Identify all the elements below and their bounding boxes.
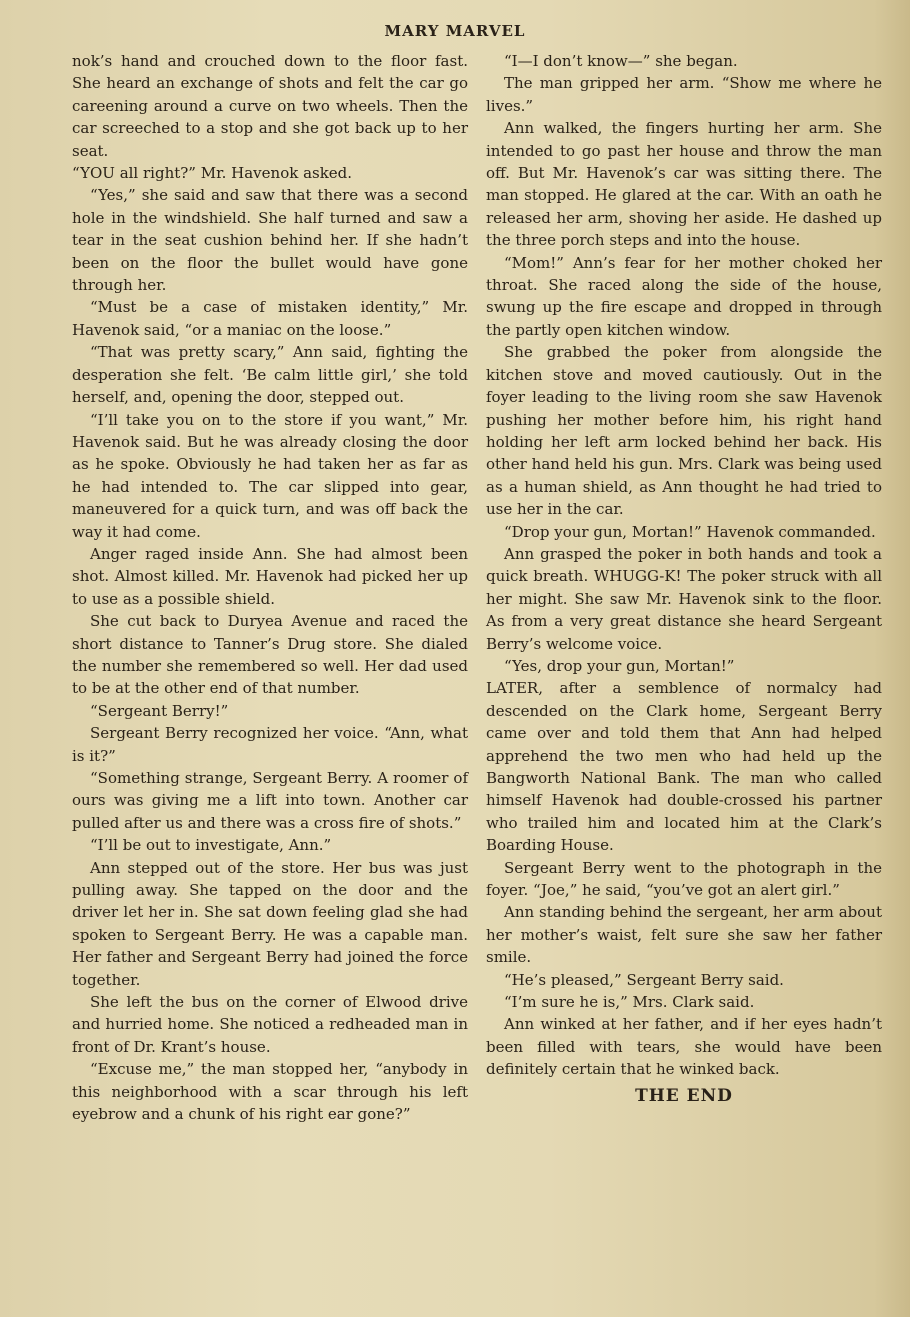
paragraph: Sergeant Berry went to the photograph in the foyer. “Joe,” he said, “you’ve got an alert girl.” — [486, 858, 882, 900]
paragraph: Ann stepped out of the store. Her bus was just pulling away. She tapped on the door and the driver let her in. She sat down feeling glad she had spoken to Sergeant Berry. He was a capable man. Her father and Sergeant Berry had joined the force together. — [72, 858, 468, 989]
paragraph: “I—I don’t know—” she began. — [504, 52, 738, 70]
paragraph: “Yes,” she said and saw that there was a second hole in the windshield. She half turned and saw a tear in the seat cushion behind her. If she hadn’t been on the floor the bullet would have gone through her. — [72, 186, 468, 295]
dropcap-paragraph: LATER, after a semblence of normalcy had descended on the Clark home, Sergeant Berry came over and told them that Ann had helped apprehend the two men who had held up the Bangworth National Bank. The man who called himself Havenok had double-crossed his partner who trailed him and located him at the Clark’s Boarding House. — [486, 679, 882, 855]
paragraph: The man gripped her arm. “Show me where he lives.” — [486, 74, 882, 115]
paragraph: Sergeant Berry recognized her voice. “Ann, what is it?” — [72, 724, 468, 765]
paragraph: She cut back to Duryea Avenue and raced the short distance to Tanner’s Drug store. She dialed the number she remembered so well. Her dad used to be at the other end of that number. — [72, 612, 468, 698]
paragraph: “I’ll take you on to the store if you want,” Mr. Havenok said. But he was already closing the door as he spoke. Obviously he had taken her as far as he had intended to. The car slipped into gear, maneuvered for a quick turn, and was off back the way it had come. — [72, 410, 468, 541]
paragraph: “Sergeant Berry!” — [90, 701, 229, 720]
paragraph: “Excuse me,” the man stopped her, “anybody in this neighborhood with a scar through his left eyebrow and a chunk of his right ear gone?” — [72, 1060, 468, 1124]
paragraph: Ann standing behind the sergeant, her arm about her mother’s waist, felt sure she saw her father smile. — [486, 903, 882, 967]
paragraph: “I’ll be out to investigate, Ann.” — [90, 836, 332, 855]
paragraph: Ann grasped the poker in both hands and took a quick breath. WHUGG-K! The poker struck with all her might. She saw Mr. Havenok sink to the floor. As from a very great distance she heard Sergeant Berry’s welcome voice. — [486, 544, 882, 653]
paragraph: “Drop your gun, Mortan!” Havenok commanded. — [504, 522, 876, 541]
left-column — [72, 50, 468, 1126]
paragraph: Ann winked at her father, and if her eyes hadn’t been filled with tears, she would have been definitely certain that he winked back. — [486, 1015, 882, 1079]
paragraph: She grabbed the poker from alongside the kitchen stove and moved cautiously. Out in the foyer leading to the living room she saw Havenok pushing her mother before him, his right hand holding her left arm locked behind her back. His other hand held his gun. Mrs. Clark was being used as a human shield, as Ann thought he had tried to use her in the car. — [486, 343, 882, 519]
paragraph: “That was pretty scary,” Ann said, fighting the desperation she felt. ‘Be calm little girl,’ she told herself, and, opening the door, stepped out. — [72, 343, 468, 407]
paragraph: She left the bus on the corner of Elwood drive and hurried home. She noticed a redheaded man in front of Dr. Krant’s house. — [72, 993, 468, 1056]
right-column — [486, 50, 882, 1107]
running-head: MARY MARVEL — [384, 22, 526, 40]
paragraph: “Yes, drop your gun, Mortan!” — [504, 656, 735, 675]
paragraph: “Must be a case of mistaken identity,” Mr. Havenok said, “or a maniac on the loose.” — [72, 298, 468, 339]
paragraph: “He’s pleased,” Sergeant Berry said. — [504, 970, 784, 989]
paragraph: Ann walked, the fingers hurting her arm. She intended to go past her house and throw the man off. But Mr. Havenok’s car was sitting there. The man stopped. He glared at the car. With an oath he released her arm, shoving her aside. He dashed up the three porch steps and into the house. — [486, 119, 882, 250]
dropcap-paragraph: “YOU all right?” Mr. Havenok asked. — [72, 164, 353, 183]
paragraph: “I’m sure he is,” Mrs. Clark said. — [504, 993, 755, 1012]
the-end-label: THE END — [635, 1085, 733, 1106]
paragraph: nok’s hand and crouched down to the floor fast. She heard an exchange of shots and felt the car go careening around a curve on two wheels. Then the car screeched to a stop and she got back up to her seat. — [72, 52, 468, 160]
paragraph: “Mom!” Ann’s fear for her mother choked her throat. She raced along the side of the house, swung up the fire escape and dropped in through the partly open kitchen window. — [486, 253, 882, 339]
paragraph: Anger raged inside Ann. She had almost been shot. Almost killed. Mr. Havenok had picked her up to use as a possible shield. — [72, 544, 468, 608]
paragraph: “Something strange, Sergeant Berry. A roomer of ours was giving me a lift into town. Another car pulled after us and there was a cross fire of shots.” — [72, 769, 468, 832]
